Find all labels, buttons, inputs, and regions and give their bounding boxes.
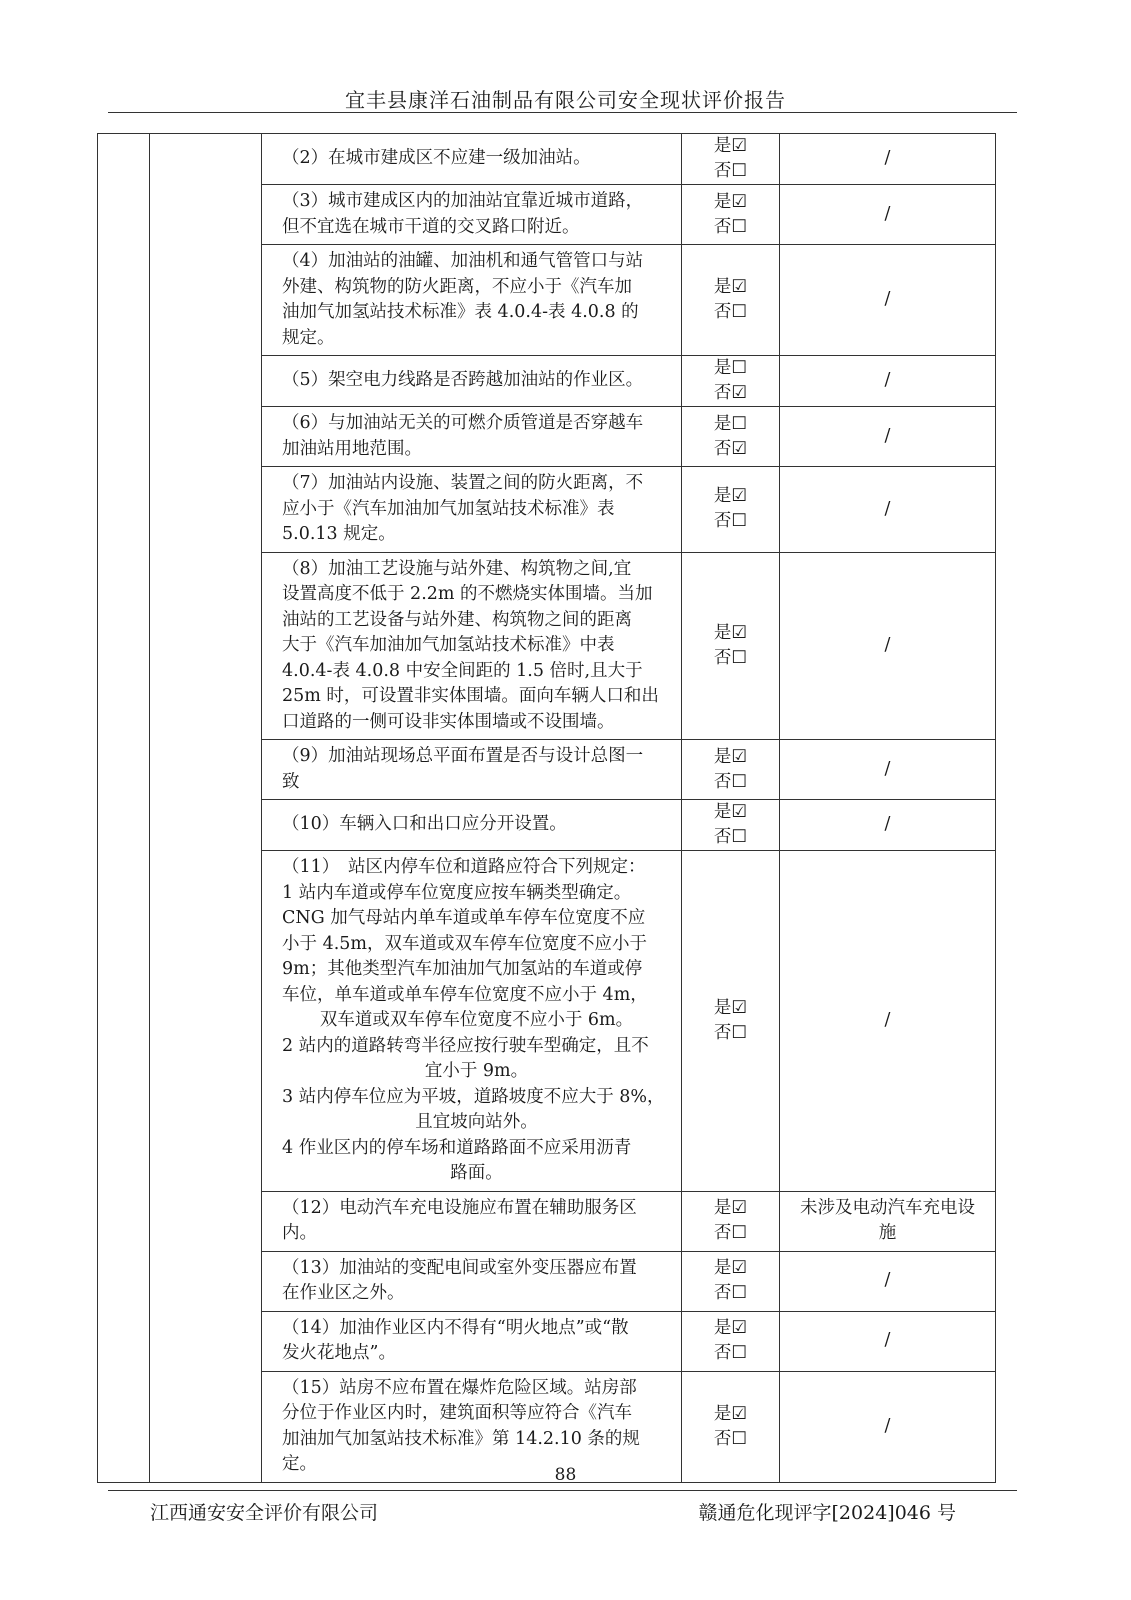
remark-cell: / <box>780 407 996 467</box>
remark-cell: / <box>780 467 996 553</box>
remark-cell: / <box>780 1371 996 1482</box>
yes-checkbox: 是☑ <box>713 1403 748 1424</box>
compliance-cell <box>682 800 780 851</box>
clause-line: （2）在城市建成区不应建一级加油站。 <box>282 148 591 169</box>
yes-checkbox: 是☐ <box>713 413 748 434</box>
clause-line: 大于《汽车加油加气加氢站技术标准》中表 <box>282 635 615 655</box>
remark-cell: / <box>780 851 996 1192</box>
clause-line: 宜小于 9m。 <box>424 1061 529 1081</box>
no-checkbox: 否☐ <box>713 827 748 847</box>
clause-line: 加油站用地范围。 <box>282 438 422 459</box>
no-checkbox: 否☐ <box>713 647 748 668</box>
clause-cell <box>262 1191 682 1251</box>
no-checkbox: 否☐ <box>713 1223 748 1243</box>
header-divider <box>108 112 1017 113</box>
clause-line: 3 站内停车位应为平坡，道路坡度不应大于 8%， <box>282 1086 665 1107</box>
clause-line: 致 <box>282 771 300 792</box>
clause-cell <box>262 245 682 356</box>
clause-line: 设置高度不低于 2.2m 的不燃烧实体围墙。当加 <box>282 584 653 604</box>
clause-line: （4）加油站的油罐、加油机和通气管管口与站 <box>282 251 644 271</box>
yes-checkbox: 是☑ <box>713 1258 748 1278</box>
clause-line: 分位于作业区内时，建筑面积等应符合《汽车 <box>282 1403 632 1423</box>
yes-checkbox: 是☐ <box>713 358 748 378</box>
clause-line: 油加气加氢站技术标准》表 4.0.4-表 4.0.8 的 <box>282 302 639 322</box>
clause-line: （10）车辆入口和出口应分开设置。 <box>282 814 567 835</box>
clause-line: （5）架空电力线路是否跨越加油站的作业区。 <box>282 370 644 391</box>
clause-line: 小于 4.5m，双车道或双车停车位宽度不应小于 <box>282 933 647 954</box>
remark-cell: / <box>780 1251 996 1311</box>
yes-checkbox: 是☑ <box>713 746 748 767</box>
clause-cell <box>262 467 682 553</box>
no-checkbox: 否☐ <box>713 1428 748 1449</box>
no-checkbox: 否☐ <box>713 511 748 532</box>
remark-cell: 未涉及电动汽车充电设施 <box>780 1191 996 1251</box>
clause-line: 但不宜选在城市干道的交叉路口附近。 <box>282 216 580 237</box>
compliance-cell <box>682 245 780 356</box>
remark-cell: / <box>780 1311 996 1371</box>
clause-line: 应小于《汽车加油加气加氢站技术标准》表 <box>282 498 615 519</box>
checklist-table-body <box>98 134 996 1483</box>
clause-line: 在作业区之外。 <box>282 1283 405 1303</box>
remark-cell: / <box>780 245 996 356</box>
clause-line: （8）加油工艺设施与站外建、构筑物之间,宜 <box>282 558 632 579</box>
no-checkbox: 否☐ <box>713 161 748 181</box>
compliance-cell <box>682 134 780 185</box>
clause-line: 2 站内的道路转弯半径应按行驶车型确定，且不 <box>282 1035 649 1056</box>
clause-line: （14）加油作业区内不得有“明火地点”或“散 <box>282 1317 629 1338</box>
no-checkbox: 否☐ <box>713 216 748 237</box>
category-cell <box>98 134 150 1483</box>
yes-checkbox: 是☑ <box>713 277 748 297</box>
clause-cell <box>262 356 682 407</box>
clause-line: 内。 <box>282 1223 317 1243</box>
clause-cell <box>262 740 682 800</box>
yes-checkbox: 是☑ <box>713 997 748 1018</box>
no-checkbox: 否☑ <box>713 383 748 403</box>
clause-line: （12）电动汽车充电设施应布置在辅助服务区 <box>282 1197 637 1218</box>
compliance-cell <box>682 1191 780 1251</box>
yes-checkbox: 是☑ <box>713 622 748 643</box>
clause-line: 5.0.13 规定。 <box>282 524 396 544</box>
clause-line: （7）加油站内设施、装置之间的防火距离，不 <box>282 473 644 493</box>
clause-cell <box>262 851 682 1192</box>
compliance-cell <box>682 1311 780 1371</box>
clause-line: 油站的工艺设备与站外建、构筑物之间的距离 <box>282 609 632 630</box>
footer-company: 江西通安安全评价有限公司 <box>150 1502 379 1524</box>
clause-cell <box>262 1311 682 1371</box>
yes-checkbox: 是☑ <box>713 1318 748 1338</box>
compliance-cell <box>682 851 780 1192</box>
clause-cell <box>262 1251 682 1311</box>
clause-line: 外建、构筑物的防火距离，不应小于《汽车加 <box>282 276 632 297</box>
footer-doc-number: 赣通危化现评字[2024]046 号 <box>698 1502 956 1524</box>
remark-cell: / <box>780 552 996 740</box>
compliance-cell <box>682 407 780 467</box>
clause-line: 口道路的一侧可设非实体围墙或不设围墙。 <box>282 711 615 732</box>
clause-line: （11） 站区内停车位和道路应符合下列规定： <box>282 857 646 877</box>
remark-cell: / <box>780 800 996 851</box>
item-cell <box>150 134 262 1483</box>
checklist-table <box>97 133 996 1483</box>
clause-line: 定。 <box>282 1454 317 1474</box>
checklist-table-wrap <box>97 133 995 1483</box>
compliance-cell <box>682 185 780 245</box>
clause-line: 4 作业区内的停车场和道路路面不应采用沥青 <box>282 1137 632 1158</box>
clause-line: 加油加气加氢站技术标准》第 14.2.10 条的规 <box>282 1428 640 1449</box>
clause-line: 车位，单车道或单车停车位宽度不应小于 4m， <box>282 984 648 1005</box>
clause-line: CNG 加气母站内单车道或单车停车位宽度不应 <box>282 908 646 928</box>
clause-line: （9）加油站现场总平面布置是否与设计总图一 <box>282 746 644 766</box>
clause-cell <box>262 134 682 185</box>
clause-line: 9m；其他类型汽车加油加气加氢站的车道或停 <box>282 959 643 979</box>
page-header-title: 宜丰县康洋石油制品有限公司安全现状评价报告 <box>345 88 786 112</box>
clause-line: 且宜坡向站外。 <box>415 1112 538 1132</box>
compliance-cell <box>682 1251 780 1311</box>
compliance-cell <box>682 356 780 407</box>
table-row <box>98 134 996 185</box>
clause-line: （13）加油站的变配电间或室外变压器应布置 <box>282 1257 637 1278</box>
clause-cell <box>262 552 682 740</box>
clause-line: （3）城市建成区内的加油站宜靠近城市道路， <box>282 191 644 211</box>
clause-line: 1 站内车道或停车位宽度应按车辆类型确定。 <box>282 882 632 903</box>
clause-line: （15）站房不应布置在爆炸危险区域。站房部 <box>282 1377 637 1398</box>
remark-cell: / <box>780 185 996 245</box>
clause-cell <box>262 407 682 467</box>
compliance-cell <box>682 740 780 800</box>
no-checkbox: 否☐ <box>713 1283 748 1303</box>
clause-cell <box>262 800 682 851</box>
clause-line: 规定。 <box>282 327 335 348</box>
remark-cell: / <box>780 356 996 407</box>
no-checkbox: 否☑ <box>713 438 748 459</box>
yes-checkbox: 是☑ <box>713 802 748 822</box>
clause-cell <box>262 185 682 245</box>
no-checkbox: 否☐ <box>713 771 748 792</box>
yes-checkbox: 是☑ <box>713 486 748 507</box>
clause-line: 25m 时，可设置非实体围墙。面向车辆人口和出 <box>282 686 659 706</box>
clause-line: 发火花地点”。 <box>282 1343 396 1363</box>
yes-checkbox: 是☑ <box>713 1198 748 1218</box>
no-checkbox: 否☐ <box>713 1022 748 1043</box>
footer-divider <box>108 1490 1017 1491</box>
clause-line: （6）与加油站无关的可燃介质管道是否穿越车 <box>282 413 644 433</box>
yes-checkbox: 是☑ <box>713 191 748 212</box>
page-number: 88 <box>554 1465 577 1485</box>
no-checkbox: 否☐ <box>713 1343 748 1363</box>
compliance-cell <box>682 552 780 740</box>
clause-line: 路面。 <box>450 1163 503 1183</box>
clause-line: 双车道或双车停车位宽度不应小于 6m。 <box>319 1010 634 1030</box>
yes-checkbox: 是☑ <box>713 136 748 156</box>
clause-line: 4.0.4-表 4.0.8 中安全间距的 1.5 倍时,且大于 <box>282 660 643 681</box>
remark-cell: / <box>780 740 996 800</box>
no-checkbox: 否☐ <box>713 302 748 322</box>
compliance-cell <box>682 467 780 553</box>
remark-cell: / <box>780 134 996 185</box>
